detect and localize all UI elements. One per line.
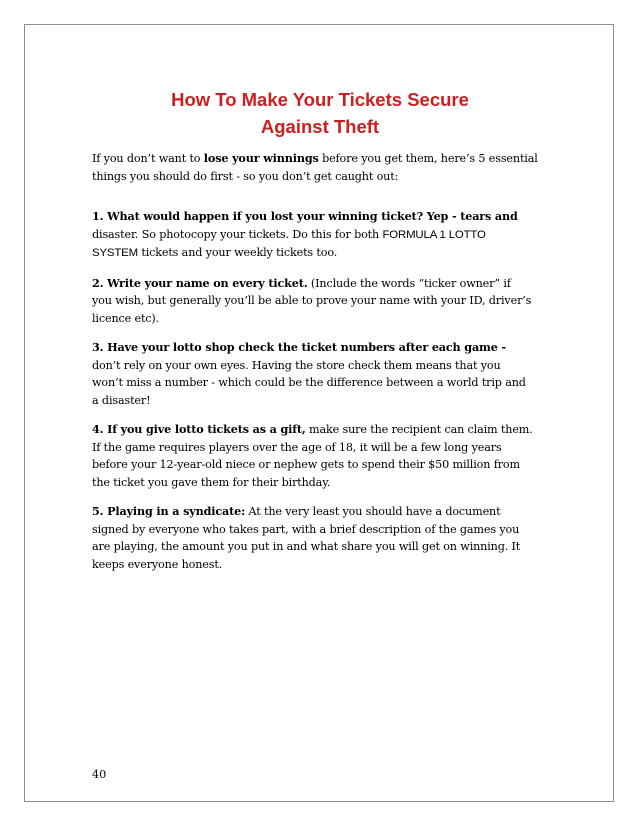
- tip-4-line-1-rest: make sure the recipient can claim them.: [305, 423, 533, 436]
- tip-4-line-4: the ticket you gave them for their birthday.: [92, 475, 331, 489]
- tip-5-paragraph: [92, 503, 548, 573]
- tip-2-line-2: you wish, but generally you’ll be able to prove your name with your ID, driver’s: [92, 294, 532, 307]
- page-number: 40: [92, 768, 107, 781]
- tip-2-line-1-rest: (Include the words “ticker owner” if: [307, 276, 511, 290]
- intro-line-2: things you should do first - so you don’t get caught out:: [92, 169, 399, 183]
- tip-1-line-2: [92, 226, 548, 245]
- intro-text-post: before you get them, here’s 5 essential: [318, 152, 538, 165]
- tip-5-heading: 5. Playing in a syndicate:: [92, 504, 246, 518]
- intro-text-pre: If you don’t want to: [92, 152, 204, 165]
- tip-4-heading: 4. If you give lotto tickets as a gift,: [92, 422, 306, 436]
- tip-1-heading: 1. What would happen if you lost your winning ticket? Yep - tears and: [92, 209, 518, 223]
- tip-5-line-2: signed by everyone who takes part, with a brief description of the games you: [92, 522, 520, 536]
- page-title: [92, 86, 548, 140]
- intro-bold-text: lose your winnings: [203, 151, 319, 165]
- tip-2-heading: 2. Write your name on every ticket.: [92, 275, 308, 290]
- intro-line-1: [92, 150, 548, 168]
- tip-5-line-3: are playing, the amount you put in and what share you will get on winning. It: [92, 540, 521, 553]
- tip-5-line-1-rest: At the very least you should have a document: [245, 505, 501, 518]
- tip-4-paragraph: [92, 421, 548, 491]
- tip-3-line-4: a disaster!: [92, 393, 151, 407]
- tip-1-line-3-sans: SYSTEM: [92, 247, 138, 259]
- tip-1-line-3-serif: tickets and your weekly tickets too.: [137, 246, 338, 259]
- tip-3-line-2: don’t rely on your own eyes. Having the store check them means that you: [92, 358, 501, 372]
- page-content: [92, 86, 548, 573]
- tip-1-line-3: [92, 244, 548, 263]
- tip-4-line-3: before your 12-year-old niece or nephew gets to spend their $50 million from: [92, 458, 520, 471]
- tip-1-paragraph: [92, 208, 548, 263]
- tip-5-line-1: [92, 503, 548, 521]
- tip-3-line-3: won’t miss a number - which could be the difference between a world trip and: [92, 376, 526, 389]
- tip-1-line-2-serif: disaster. So photocopy your tickets. Do this for both: [92, 227, 383, 241]
- tip-2-line-3: licence etc).: [92, 311, 160, 325]
- tip-3-paragraph: [92, 339, 548, 409]
- intro-paragraph: [92, 150, 548, 185]
- title-line-2: Against Theft: [260, 116, 380, 137]
- title-line-1: How To Make Your Tickets Secure: [171, 89, 469, 110]
- tip-4-line-1: [92, 421, 548, 439]
- tip-1-line-2-sans: FORMULA 1 LOTTO: [382, 228, 486, 241]
- tip-2-line-1: [92, 275, 548, 293]
- tip-2-paragraph: [92, 275, 548, 328]
- tip-3-heading: 3. Have your lotto shop check the ticket numbers after each game -: [92, 340, 506, 354]
- tip-4-line-2: If the game requires players over the age of 18, it will be a few long years: [92, 440, 502, 454]
- tip-5-line-4: keeps everyone honest.: [92, 557, 223, 571]
